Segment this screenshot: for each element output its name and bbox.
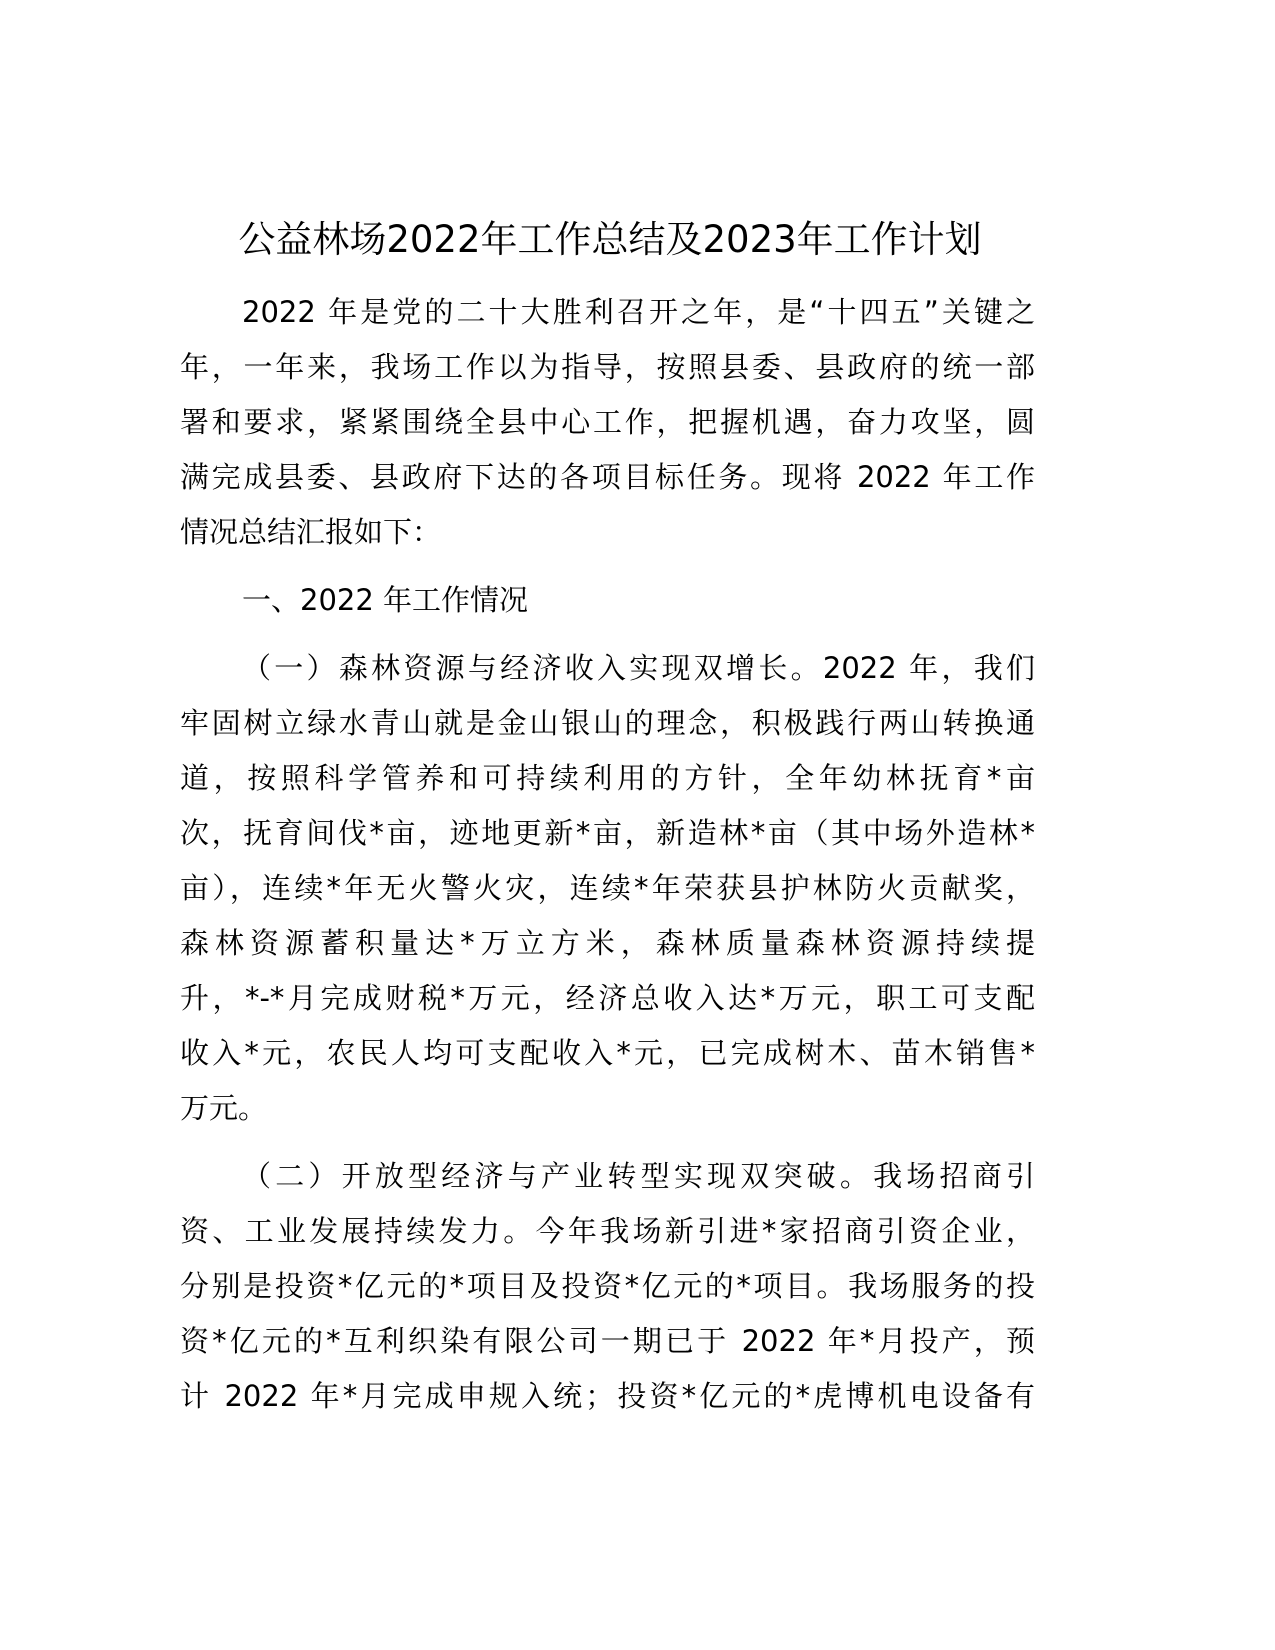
text-line: （一）森林资源与经济收入实现双增长。2022 年，我们 — [242, 651, 1035, 685]
text-line: 次，抚育间伐*亩，迹地更新*亩，新造林*亩（其中场外造林* — [180, 816, 1035, 850]
text-line: 收入*元，农民人均可支配收入*元，已完成树木、苗木销售* — [180, 1036, 1035, 1070]
text-line: 森林资源蓄积量达*万立方米，森林质量森林资源持续提 — [180, 926, 1035, 960]
text-line: 2022 年是党的二十大胜利召开之年，是“十四五”关键之 — [242, 295, 1035, 329]
text-line: 牢固树立绿水青山就是金山银山的理念，积极践行两山转换通 — [180, 706, 1035, 740]
document-title: 公益林场2022年工作总结及2023年工作计划 — [238, 218, 982, 261]
text-line: 年，一年来，我场工作以为指导，按照县委、县政府的统一部 — [180, 350, 1035, 384]
text-line: （二）开放型经济与产业转型实现双突破。我场招商引 — [242, 1159, 1035, 1193]
section-heading: 一、2022 年工作情况 — [242, 583, 529, 617]
text-line: 分别是投资*亿元的*项目及投资*亿元的*项目。我场服务的投 — [180, 1269, 1035, 1303]
text-line: 道，按照科学管养和可持续利用的方针，全年幼林抚育*亩 — [180, 761, 1035, 795]
text-line: 满完成县委、县政府下达的各项目标任务。现将 2022 年工作 — [180, 460, 1035, 494]
text-line: 署和要求，紧紧围绕全县中心工作，把握机遇，奋力攻坚，圆 — [180, 405, 1035, 439]
text-line: 资*亿元的*互利织染有限公司一期已于 2022 年*月投产，预 — [180, 1324, 1035, 1358]
text-line: 情况总结汇报如下： — [180, 515, 442, 549]
text-line: 资、工业发展持续发力。今年我场新引进*家招商引资企业， — [180, 1214, 1035, 1248]
text-line: 万元。 — [180, 1091, 268, 1125]
text-line: 计 2022 年*月完成申规入统；投资*亿元的*虎博机电设备有 — [180, 1379, 1035, 1413]
text-line: 亩），连续*年无火警火灾，连续*年荣获县护林防火贡献奖， — [180, 871, 1035, 905]
text-line: 升，*-*月完成财税*万元，经济总收入达*万元，职工可支配 — [180, 981, 1035, 1015]
